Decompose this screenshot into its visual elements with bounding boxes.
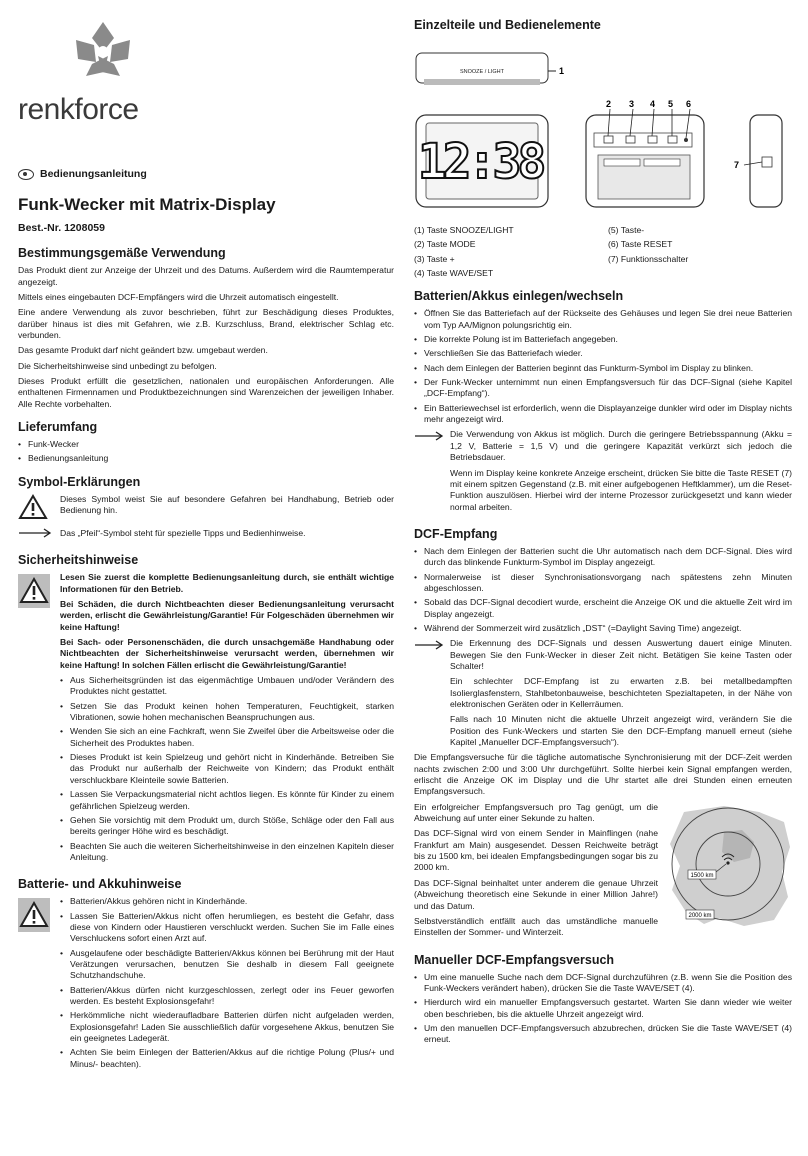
list-item: • Hierdurch wird ein manueller Empfangsversuch gestartet. Warten Sie dann wieder wie weiter oben beschrieben, bis die aktuelle Uhrzeit angezeigt wird. bbox=[414, 997, 792, 1020]
list-item: • Bedienungsanleitung bbox=[18, 453, 394, 464]
list-item: • Batterien/Akkus dürfen nicht kurzgeschlossen, zerlegt oder ins Feuer geworfen werden. Es besteht Explosionsgefahr! bbox=[60, 985, 394, 1008]
list-item: • Wenden Sie sich an eine Fachkraft, wenn Sie Zweifel über die Arbeitsweise oder die Sicherheit des Produktes haben. bbox=[60, 726, 394, 749]
intended-use-paragraph: Dieses Produkt erfüllt die gesetzlichen, nationalen und europäischen Anforderungen. Alle enthaltenen Firmennamen und Produktbezeichnungen sind Warenzeichen der jeweiligen Inhaber. Alle Rechte vorbehalten. bbox=[18, 375, 394, 409]
list-item: • Dieses Produkt ist kein Spielzeug und gehört nicht in Kinderhände. Betreiben Sie das Produkt nur außerhalb der Reichweite von Kindern; das Produkt enthält verschluckbare Kleinteile sowie Batterien. bbox=[60, 752, 394, 786]
safety-block bbox=[18, 572, 394, 867]
intended-use-paragraph: Das Produkt dient zur Anzeige der Uhrzeit und des Datums. Außerdem wird die Raumtemperatur angezeigt. bbox=[18, 265, 394, 287]
manual-dcf-list bbox=[414, 972, 792, 1046]
device-diagram bbox=[414, 37, 792, 219]
dcf-range-map bbox=[664, 802, 792, 943]
dcf-heading: DCF-Empfang bbox=[414, 526, 498, 541]
document-title: Funk-Wecker mit Matrix-Display bbox=[18, 194, 276, 214]
alarm-clock-illustration bbox=[414, 37, 792, 219]
intended-use-heading: Bestimmungsgemäße Verwendung bbox=[18, 246, 226, 261]
list-item: (1) Taste SNOOZE/LIGHT bbox=[414, 225, 514, 235]
safety-list bbox=[60, 675, 394, 863]
battery-notes-heading: Batterie- und Akkuhinweise bbox=[18, 877, 182, 892]
warning-sign-icon bbox=[18, 898, 50, 932]
note-paragraph: Falls nach 10 Minuten nicht die aktuelle Uhrzeit angezeigt wird, verändern Sie die Position des Funk-Weckers und starten Sie den DCF-Empfang manuell erneut (siehe Kapitel „Manueller DCF-Empfangsversuch“). bbox=[450, 714, 792, 748]
callout-6: 6 bbox=[686, 99, 692, 109]
list-item: • Während der Sommerzeit wird zusätzlich „DST“ (=Daylight Saving Time) angezeigt. bbox=[414, 623, 792, 634]
range-label-2000: 2000 km bbox=[688, 912, 712, 919]
symbols-heading: Symbol-Erklärungen bbox=[18, 474, 141, 489]
list-item: • Die korrekte Polung ist im Batteriefach angegeben. bbox=[414, 334, 792, 345]
europe-map-illustration bbox=[664, 802, 792, 930]
eye-icon bbox=[18, 169, 34, 180]
arrow-icon bbox=[414, 640, 444, 650]
dcf-paragraph: Das DCF-Signal beinhaltet unter anderem die genaue Uhrzeit (Abweichung theoretisch eine Sekunde in einer Million Jahre!) und das Datum. bbox=[414, 877, 658, 911]
list-item: (2) Taste MODE bbox=[414, 239, 476, 250]
safety-heading: Sicherheitshinweise bbox=[18, 553, 139, 568]
list-item: • Batterien/Akkus gehören nicht in Kinderhände. bbox=[60, 896, 394, 907]
list-item: • Herkömmliche nicht wiederaufladbare Batterien dürfen nicht aufgeladen werden, Explosionsgefahr! Laden Sie ausschließlich dafür vorgesehene Akkus, benutzen Sie ein geeignetes Ladegerät. bbox=[60, 1010, 394, 1044]
safety-bold-paragraph: Bei Sach- oder Personenschäden, die durch unsachgemäße Handhabung oder Nichtbeachten der Sicherheitshinweise verursacht werden, übernehmen wir keine Haftung! In solchen Fällen erlischt die Gewährleistung/Garantie! bbox=[60, 637, 394, 670]
delivery-list bbox=[18, 439, 394, 465]
list-item: • Beachten Sie auch die weiteren Sicherheitshinweise in den einzelnen Kapiteln dieser Anleitung. bbox=[60, 841, 394, 864]
list-item: • Sobald das DCF-Signal decodiert wurde, erscheint die Anzeige OK und die aktuelle Zeit wird im Display angezeigt. bbox=[414, 597, 792, 620]
renkforce-logo-icon bbox=[48, 18, 158, 94]
dcf-paragraph: Ein erfolgreicher Empfangsversuch pro Tag genügt, um die Abweichung auf unter einer Sekunde zu halten. bbox=[414, 801, 658, 824]
list-item: • Normalerweise ist dieser Synchronisationsvorgang nach spätestens zehn Minuten abgeschlossen. bbox=[414, 572, 792, 595]
note-paragraph: Ein schlechter DCF-Empfang ist zu erwarten z.B. bei metallbedampften Isolierglasfenstern, Stahlbetonbauweise, beschichteten Spezialtapeten, in der Nähe von elektronischen Geräten oder in Kellerräumen. bbox=[450, 676, 792, 709]
batteries-list bbox=[414, 308, 792, 425]
list-item: • Lassen Sie Batterien/Akkus nicht offen herumliegen, es besteht die Gefahr, dass diese von Kindern oder Haustieren verschluckt werden. Suchen Sie im Falle eines Verschluckens sofort einen Arzt auf. bbox=[60, 911, 394, 945]
note-paragraph: Die Erkennung des DCF-Signals und dessen Auswertung dauert einige Minuten. Bewegen Sie den Funk-Wecker in dieser Zeit nicht. Betätigen Sie keine Tasten oder Schalter! bbox=[450, 638, 792, 671]
list-item: (5) Taste- bbox=[608, 225, 645, 235]
list-item: • Lassen Sie Verpackungsmaterial nicht achtlos liegen. Es könnte für Kinder zu einem gefährlichen Spielzeug werden. bbox=[60, 789, 394, 812]
callout-3: 3 bbox=[629, 99, 635, 109]
parts-list bbox=[414, 225, 792, 279]
battery-notes-block bbox=[18, 896, 394, 1074]
delivery-heading: Lieferumfang bbox=[18, 419, 98, 434]
list-item: (6) Taste RESET bbox=[608, 239, 673, 250]
callout-4: 4 bbox=[650, 99, 656, 109]
parts-heading: Einzelteile und Bedienelemente bbox=[414, 18, 601, 32]
list-item: • Aus Sicherheitsgründen ist das eigenmächtige Umbauen und/oder Verändern des Produktes nicht gestattet. bbox=[60, 675, 394, 698]
intended-use-paragraph: Eine andere Verwendung als zuvor beschrieben, führt zur Beschädigung dieses Produktes, darüber hinaus ist dies mit Gefahren, wie z.B. Kurzschluss, Brand, elektrischer Schlag etc. verbunden. bbox=[18, 307, 394, 340]
batteries-heading: Batterien/Akkus einlegen/wechseln bbox=[414, 289, 624, 304]
list-item: • Der Funk-Wecker unternimmt nun einen Empfangsversuch für das DCF-Signal (siehe Kapitel „DCF-Empfang“). bbox=[414, 377, 792, 400]
range-label-1500: 1500 km bbox=[690, 872, 714, 879]
safety-bold-paragraph: Lesen Sie zuerst die komplette Bedienungsanleitung durch, sie enthält wichtige Informationen für den Betrieb. bbox=[60, 572, 394, 594]
list-item: • Öffnen Sie das Batteriefach auf der Rückseite des Gehäuses und legen Sie drei neue Batterien vom Typ AA/Mignon polungsrichtig ein. bbox=[414, 308, 792, 331]
warning-sign-icon bbox=[18, 574, 50, 608]
list-item: • Setzen Sie das Produkt keinen hohen Temperaturen, Feuchtigkeit, starken Vibrationen, sowie hohen mechanischen Beanspruchungen aus. bbox=[60, 701, 394, 724]
dcf-paragraph: Die Empfangsversuche für die tägliche automatische Synchronisierung mit der DCF-Zeit werden nachts zwischen 2:00 und 3:00 Uhr durchgeführt. Sollte hierbei kein Signal empfangen werden, erlischt die Anzeige OK im Display und die Uhr startet alle drei Stunden einen erneuten Empfangsversuch. bbox=[414, 752, 792, 797]
snooze-label: SNOOZE / LIGHT bbox=[459, 69, 505, 75]
callout-1: 1 bbox=[559, 66, 565, 76]
warning-symbol-row bbox=[18, 494, 394, 523]
dcf-paragraph: Das DCF-Signal wird von einem Sender in Mainflingen (nahe Frankfurt am Main) ausgesendet. Dessen Reichweite beträgt bis zu 1500 km, bei idealen Empfangsbedingungen sogar bis zu 2000 km. bbox=[414, 828, 658, 873]
intended-use-paragraph: Das gesamte Produkt darf nicht geändert bzw. umgebaut werden. bbox=[18, 345, 268, 356]
arrow-icon bbox=[18, 528, 52, 538]
list-item: • Gehen Sie vorsichtig mit dem Produkt um, durch Stöße, Schläge oder den Fall aus bereits geringer Höhe wird es beschädigt. bbox=[60, 815, 394, 838]
safety-bold-paragraph: Bei Schäden, die durch Nichtbeachten dieser Bedienungsanleitung verursacht werden, erlischt die Gewährleistung/Garantie! Für Folgeschäden übernehmen wir keine Haftung! bbox=[60, 599, 394, 632]
list-item: • Achten Sie beim Einlegen der Batterien/Akkus auf die richtige Polung (Plus/+ und Minus/- beachten). bbox=[60, 1047, 394, 1070]
manual-dcf-heading: Manueller DCF-Empfangsversuch bbox=[414, 952, 615, 967]
right-column bbox=[414, 18, 792, 1050]
list-item: • Um den manuellen DCF-Empfangsversuch abzubrechen, drücken Sie die Taste WAVE/SET (4) erneut. bbox=[414, 1023, 792, 1046]
callout-2: 2 bbox=[606, 99, 612, 109]
battery-notes-list bbox=[60, 896, 394, 1070]
note-paragraph: Die Verwendung von Akkus ist möglich. Durch die geringere Betriebsspannung (Akku = 1,2 V, Batterie = 1,5 V) und die geringere Kapazität verkürzt sich jedoch die Betriebsdauer. bbox=[450, 429, 792, 463]
intended-use-paragraph: Die Sicherheitshinweise sind unbedingt zu befolgen. bbox=[18, 360, 217, 371]
list-item: (7) Funktionsschalter bbox=[608, 253, 689, 264]
warning-triangle-icon bbox=[18, 494, 48, 520]
list-item: • Funk-Wecker bbox=[18, 439, 394, 450]
intended-use-paragraph: Mittels eines eingebauten DCF-Empfängers wird die Uhrzeit automatisch eingestellt. bbox=[18, 291, 339, 302]
dcf-paragraph: Selbstverständlich entfällt auch das umständliche manuelle Einstellen der Sommer- und Winterzeit. bbox=[414, 915, 658, 938]
dcf-list bbox=[414, 546, 792, 634]
dcf-note bbox=[414, 638, 792, 752]
manual-label-row bbox=[18, 168, 394, 182]
list-item: • Um eine manuelle Suche nach dem DCF-Signal durchzuführen (z.B. wenn Sie die Position des Funk-Weckers verändert haben), drücken Sie die Taste WAVE/SET (4). bbox=[414, 972, 792, 995]
arrow-symbol-text: Das „Pfeil“-Symbol steht für spezielle Tipps und Bedienhinweise. bbox=[60, 527, 306, 538]
dcf-map-section bbox=[414, 802, 792, 943]
note-paragraph: Wenn im Display keine konkrete Anzeige erscheint, drücken Sie bitte die Taste RESET (7) mit einem spitzen Gegenstand (z.B. mit einer aufgebogenen Heftklammer), um die Reset-Funktion auszulösen. Hierbei wird der interne Prozessor zurückgesetzt und kann wieder normal arbeiten. bbox=[450, 467, 793, 512]
list-item: • Nach dem Einlegen der Batterien sucht die Uhr automatisch nach dem DCF-Signal. Dies wird durch das blinkende Funkturm-Symbol im Display angezeigt. bbox=[414, 546, 792, 569]
left-column bbox=[18, 18, 394, 1074]
list-item: (3) Taste + bbox=[414, 253, 455, 264]
order-number: Best.-Nr. 1208059 bbox=[18, 222, 105, 235]
brand-logo bbox=[18, 18, 394, 128]
manual-label: Bedienungsanleitung bbox=[40, 168, 147, 180]
list-item: • Nach dem Einlegen der Batterien beginnt das Funkturm-Symbol im Display zu blinken. bbox=[414, 363, 792, 374]
brand-name: renkforce bbox=[18, 93, 139, 126]
callout-7: 7 bbox=[734, 160, 740, 170]
list-item: • Ein Batteriewechsel ist erforderlich, wenn die Displayanzeige dunkler wird oder im Display nichts mehr angezeigt wird. bbox=[414, 403, 792, 426]
warning-symbol-text: Dieses Symbol weist Sie auf besondere Gefahren bei Handhabung, Betrieb oder Bedienung hin. bbox=[60, 493, 394, 515]
list-item: • Verschließen Sie das Batteriefach wieder. bbox=[414, 348, 792, 359]
list-item: (4) Taste WAVE/SET bbox=[414, 268, 494, 279]
arrow-symbol-row bbox=[18, 528, 394, 543]
list-item bbox=[608, 268, 792, 279]
batteries-note bbox=[414, 429, 792, 516]
arrow-icon bbox=[414, 431, 444, 441]
callout-5: 5 bbox=[668, 99, 674, 109]
display-time: 12:38 bbox=[417, 134, 543, 190]
list-item: • Ausgelaufene oder beschädigte Batterien/Akkus können bei Berührung mit der Haut Verätzungen verursachen, benutzen Sie deshalb in diesem Fall geeignete Schutzhandschuhe. bbox=[60, 948, 394, 982]
